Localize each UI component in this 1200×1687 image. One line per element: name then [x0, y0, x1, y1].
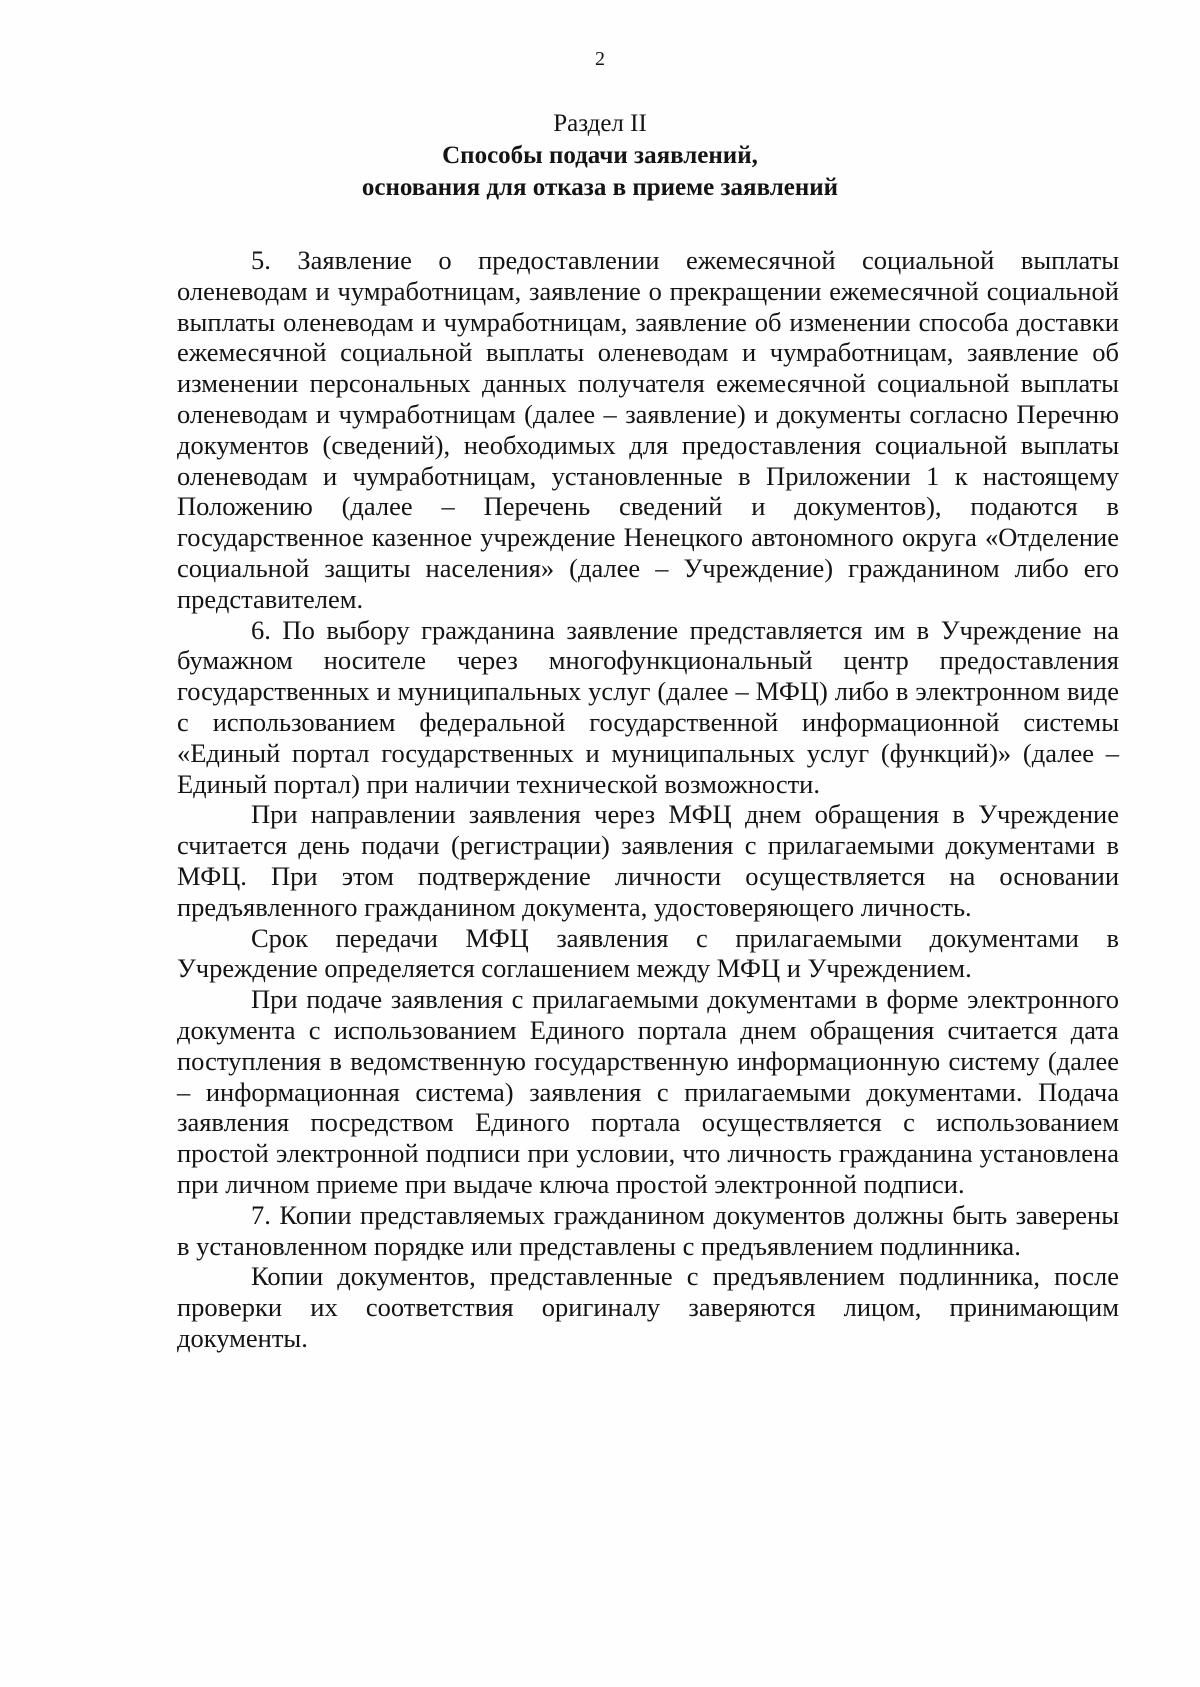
paragraph-item-5: 5. Заявление о предоставлении ежемесячной социальной выплаты оленеводам и чумработницам, заявление о прекращении ежемесячной социальной выплаты оленеводам и чумработницам, заявление об изменении способа доставки ежемесячной социальной выплаты оленеводам и чумработницам, заявление об изменении персональных данных получателя ежемесячной социальной выплаты оленеводам и чумработницам (далее – заявление) и документы согласно Перечню документов (сведений), необходимых для предоставления социальной выплаты оленеводам и чумработницам, установленные в Приложении 1 к настоящему Положению (далее – Перечень сведений и документов), подаются в государственное казенное учреждение Ненецкого автономного округа «Отделение социальной защиты населения» (далее – Учреждение) гражданином либо его представителем. [177, 245, 1119, 614]
paragraph-item-6: 6. По выбору гражданина заявление представляется им в Учреждение на бумажном носителе через многофункциональный центр предоставления государственных и муниципальных услуг (далее – МФЦ) либо в электронном виде с использованием федеральной государственной информационной системы «Единый портал государственных и муниципальных услуг (функций)» (далее – Единый портал) при наличии технической возможности. [177, 614, 1119, 799]
section-label: Раздел II [553, 110, 647, 137]
paragraph-item-7: 7. Копии представляемых гражданином документов должны быть заверены в установленном порядке или представлены с предъявлением подлинника. [177, 1199, 1119, 1261]
paragraph-mfc-transfer-term: Срок передачи МФЦ заявления с прилагаемыми документами в Учреждение определяется соглашением между МФЦ и Учреждением. [177, 922, 1119, 984]
section-title-line-2: основания для отказа в приеме заявлений [361, 174, 839, 201]
paragraph-copies-certification: Копии документов, представленные с предъявлением подлинника, после проверки их соответствия оригиналу заверяются лицом, принимающим документы. [177, 1261, 1119, 1353]
paragraph-electronic-submission: При подаче заявления с прилагаемыми документами в форме электронного документа с использованием Единого портала днем обращения считается дата поступления в ведомственную государственную информационную систему (далее – информационная система) заявления с прилагаемыми документами. Подача заявления посредством Единого портала осуществляется с использованием простой электронной подписи при условии, что личность гражданина установлена при личном приеме при выдаче ключа простой электронной подписи. [177, 984, 1119, 1199]
paragraph-mfc-submission: При направлении заявления через МФЦ днем обращения в Учреждение считается день подачи (регистрации) заявления с прилагаемыми документами в МФЦ. При этом подтверждение личности осуществляется на основании предъявленного гражданином документа, удостоверяющего личность. [177, 799, 1119, 922]
section-title-line-1: Способы подачи заявлений, [442, 142, 758, 169]
document-body [177, 245, 1119, 1354]
page-number: 2 [595, 48, 605, 70]
